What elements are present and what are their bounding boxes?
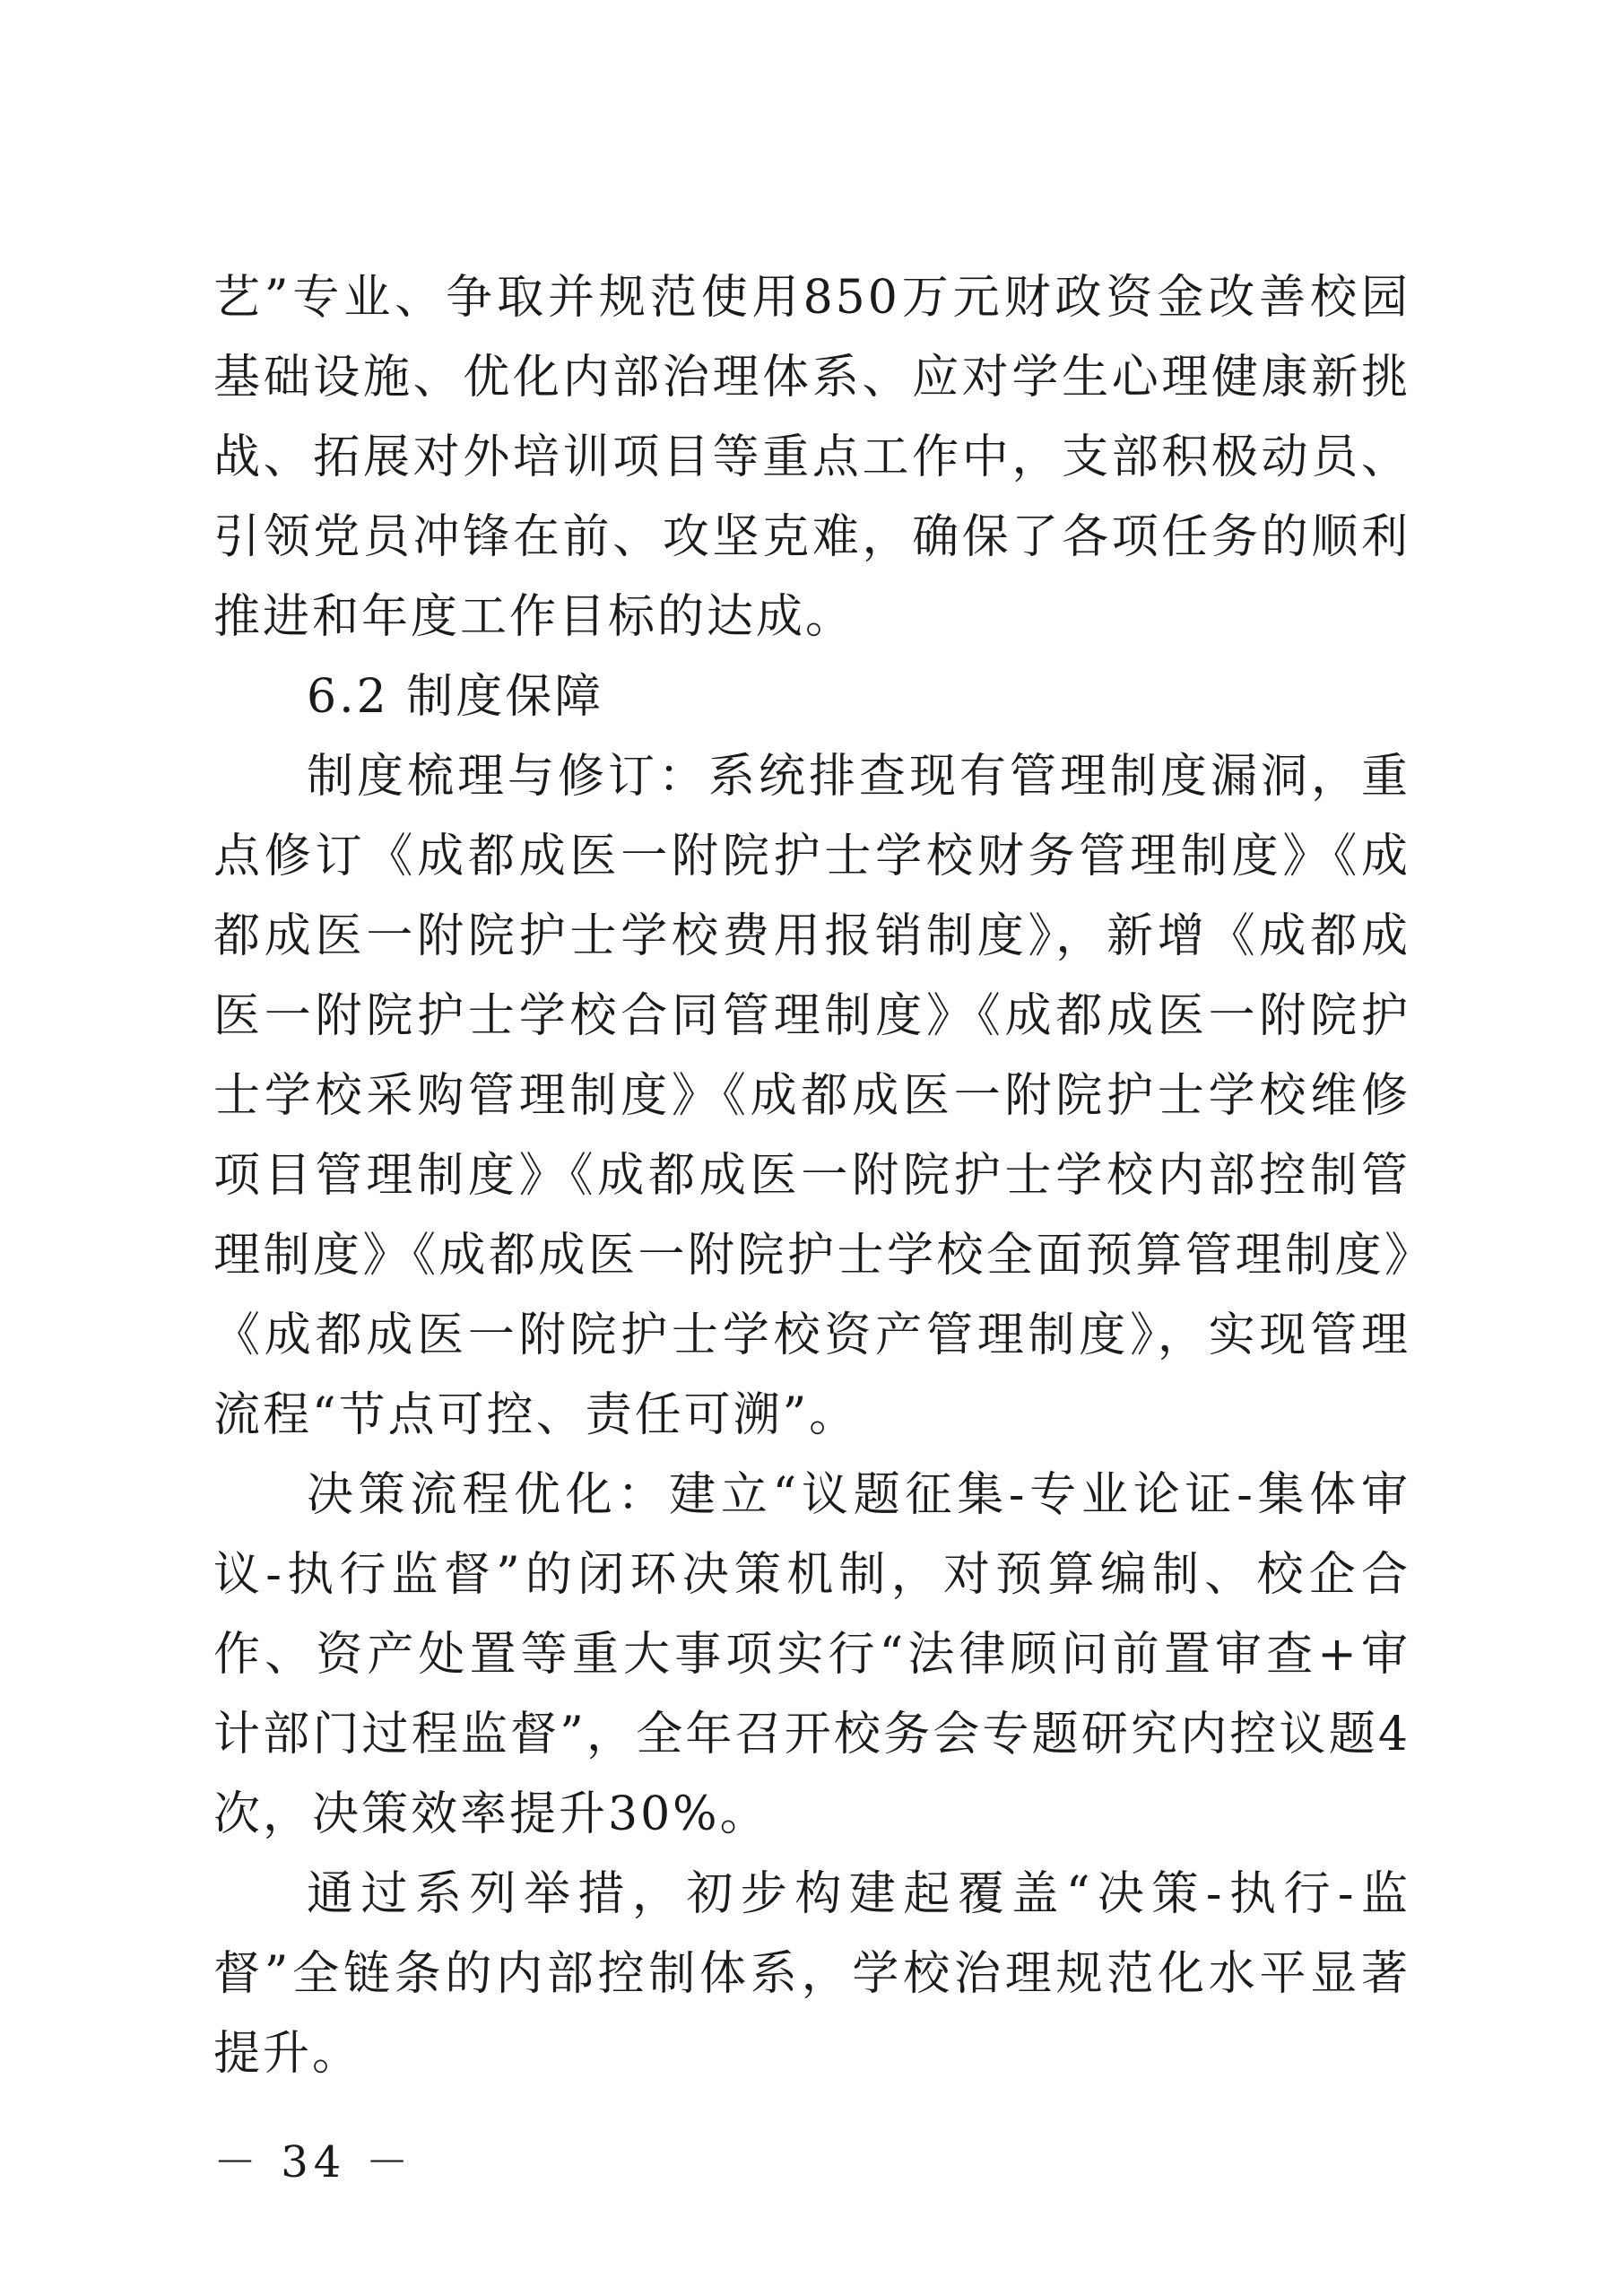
- paragraph-decision-process: 决策流程优化：建立“议题征集-专业论证-集体审议-执行监督”的闭环决策机制，对预算编制、校企合作、资产处置等重大事项实行“法律顾问前置审查+审计部门过程监督”，全年召开校务会专题研究内控议题4次，决策效率提升30%。: [213, 1468, 1410, 1841]
- paragraph-continuation: 艺”专业、争取并规范使用850万元财政资金改善校园基础设施、优化内部治理体系、应对学生心理健康新挑战、拓展对外培训项目等重点工作中，支部积极动员、引领党员冲锋在前、攻坚克难，确保了各项任务的顺利推进和年度工作目标的达成。: [213, 271, 1410, 644]
- page-body: [213, 258, 1410, 2094]
- section-heading-6-2: 6.2 制度保障: [307, 670, 604, 724]
- paragraph-summary: 通过系列举措，初步构建起覆盖“决策-执行-监督”全链条的内部控制体系，学校治理规范化水平显著提升。: [213, 1867, 1410, 2081]
- page-number: － 34 －: [213, 2137, 414, 2187]
- paragraph-system-revision: 制度梳理与修订：系统排查现有管理制度漏洞，重点修订《成都成医一附院护士学校财务管理制度》《成都成医一附院护士学校费用报销制度》，新增《成都成医一附院护士学校合同管理制度》《成都成医一附院护士学校采购管理制度》《成都成医一附院护士学校维修项目管理制度》《成都成医一附院护士学校内部控制管理制度》《成都成医一附院护士学校全面预算管理制度》《成都成医一附院护士学校资产管理制度》，实现管理流程“节点可控、责任可溯”。: [213, 750, 1410, 1442]
